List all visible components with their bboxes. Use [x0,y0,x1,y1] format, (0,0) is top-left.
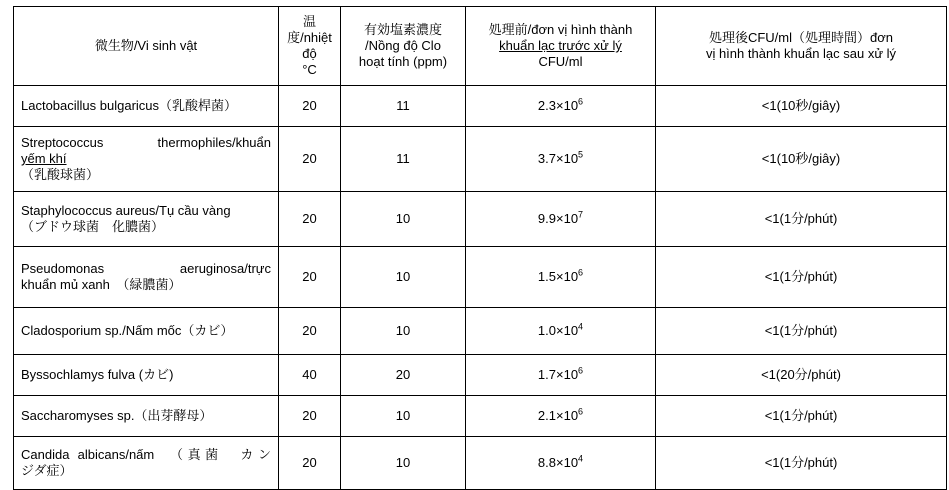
cell-organism [14,396,279,437]
cell-organism [14,355,279,396]
value-exponent: 6 [578,365,584,376]
organism-line: ジダ症） [21,463,73,478]
organism-line: Staphylococcus aureus/Tụ cầu vàng [21,203,231,219]
cell-chlorine: 11 [341,86,466,127]
header-line: vị hình thành khuẩn lạc sau xử lý [705,46,897,61]
header-line: 微生物/Vi sinh vật [94,38,198,54]
cell-after: <1(10秒/giây) [656,127,947,192]
header-line: °C [302,61,317,77]
cell-after: <1(10秒/giây) [656,86,947,127]
cell-before [466,192,656,247]
cell-temperature: 20 [279,396,341,437]
table-row [14,308,947,355]
value-mantissa: 2.3×10 [537,98,579,114]
value-mantissa: 8.8×10 [537,455,579,471]
cell-chlorine: 20 [341,355,466,396]
table-row [14,396,947,437]
table-row [14,247,947,308]
cell-chlorine: 11 [341,127,466,192]
table-row [14,355,947,396]
header-cell-chlorine [341,7,466,86]
value-mantissa: 2.1×10 [537,408,579,424]
table-row [14,127,947,192]
header-cell-after [656,7,947,86]
organism-line: Candida albicans/nấm （真菌 カン [21,447,271,463]
cell-after: <1(20分/phút) [656,355,947,396]
header-line: 温度/nhiệt [287,14,332,46]
cell-before [466,396,656,437]
value-mantissa: 1.7×10 [537,367,579,383]
cell-chlorine: 10 [341,308,466,355]
header-line: hoạt tính (ppm) [358,53,448,69]
cell-chlorine: 10 [341,247,466,308]
cell-temperature: 20 [279,192,341,247]
value-mantissa: 3.7×10 [537,151,579,167]
value-exponent: 6 [578,96,584,107]
cell-temperature: 20 [279,86,341,127]
header-line: độ [302,46,317,61]
cell-chlorine: 10 [341,396,466,437]
cell-after: <1(1分/phút) [656,437,947,490]
organism-line: （ブドウ球菌 化膿菌） [21,219,165,234]
header-line: /Nồng độ Clo [365,38,441,54]
cell-organism [14,308,279,355]
organism-line: Byssochlamys fulva (カビ) [21,367,174,383]
value-mantissa: 1.5×10 [537,269,579,285]
value-exponent: 6 [578,267,584,278]
organism-line: Cladosporium sp./Nấm mốc（カビ） [21,323,234,339]
organism-line: yếm khí [21,151,67,167]
header-line: 有効塩素濃度 [363,22,442,38]
header-cell-before [466,7,656,86]
value-mantissa: 1.0×10 [537,323,579,339]
cell-temperature: 40 [279,355,341,396]
cell-chlorine: 10 [341,192,466,247]
table-row [14,86,947,127]
cell-temperature: 20 [279,308,341,355]
header-cell-temperature [279,7,341,86]
value-exponent: 4 [578,453,584,464]
organism-line: khuẩn mủ xanh （緑膿菌） [21,277,182,292]
organism-line: Pseudomonas aeruginosa/trực [21,261,271,277]
cell-temperature: 20 [279,437,341,490]
cell-organism [14,437,279,490]
header-row [14,7,947,86]
cell-before [466,308,656,355]
header-line: 処理後CFU/ml（処理時間）đơn [708,30,894,46]
value-exponent: 7 [578,209,584,220]
header-cell-organism [14,7,279,86]
value-exponent: 4 [578,321,584,332]
cell-organism [14,86,279,127]
table-body [14,86,947,490]
cell-before [466,355,656,396]
cell-organism [14,247,279,308]
microorganism-results-table [13,6,947,490]
cell-after: <1(1分/phút) [656,247,947,308]
value-mantissa: 9.9×10 [537,211,579,227]
cell-after: <1(1分/phút) [656,396,947,437]
table-header [14,7,947,86]
organism-line: Streptococcus thermophiles/khuẩn [21,135,271,151]
organism-line: Saccharomyses sp.（出芽酵母） [21,408,213,424]
header-line: khuẩn lạc trước xử lý [499,38,622,54]
cell-temperature: 20 [279,247,341,308]
cell-before [466,437,656,490]
table-row [14,437,947,490]
value-exponent: 6 [578,406,584,417]
cell-organism [14,192,279,247]
cell-before [466,247,656,308]
header-line: CFU/ml [538,53,583,69]
cell-after: <1(1分/phút) [656,192,947,247]
cell-organism [14,127,279,192]
value-exponent: 5 [578,149,584,160]
cell-before [466,127,656,192]
table-row [14,192,947,247]
header-line: 処理前/đơn vị hình thành [488,22,633,38]
cell-after: <1(1分/phút) [656,308,947,355]
cell-before [466,86,656,127]
organism-line: Lactobacillus bulgaricus（乳酸桿菌） [21,98,238,114]
organism-line: （乳酸球菌） [21,166,100,182]
cell-temperature: 20 [279,127,341,192]
cell-chlorine: 10 [341,437,466,490]
